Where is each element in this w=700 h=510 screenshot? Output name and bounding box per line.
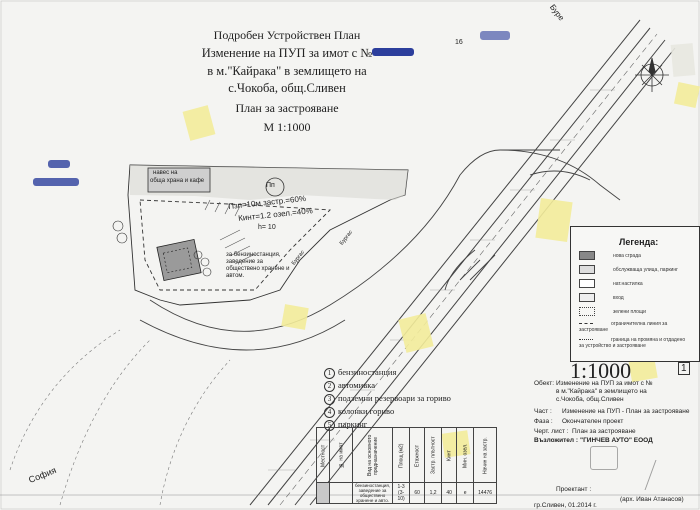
road-label-mid: Бургас [290, 249, 307, 267]
zone-params-2: Кинт=1.2 озел.=40% [237, 206, 314, 223]
table-header-row: Местност № на имот Вид на основното предназначение Площ (м2) Етажност Застр. плътност Кинт Мин. озел. Начин на застр. [317, 428, 497, 483]
redaction-mark [33, 178, 79, 186]
sticky-note [535, 198, 572, 242]
title-line-3: в м."Кайрака" в землището на [207, 64, 367, 78]
sticky-note [281, 304, 308, 330]
redaction-mark [372, 48, 414, 56]
canopy-label-2: обща храна и кафе [150, 178, 205, 184]
plan-scale: М 1:1000 [263, 120, 311, 134]
legend-item-service-road: обслужваща улица, паркинг [579, 265, 678, 274]
list-item: 3 подземни резервоари за гориво [324, 393, 451, 405]
north-arrow [635, 58, 669, 92]
legend-swatch [579, 293, 595, 302]
road-label-mid-2: Бургас [338, 229, 355, 247]
title-line-4: с.Чокоба, общ.Сливен [228, 81, 346, 95]
sticky-note [671, 43, 696, 77]
legend-swatch [579, 251, 595, 260]
legend-swatch [579, 265, 595, 274]
legend [570, 226, 700, 362]
main-building [157, 239, 201, 280]
table-row: бензиностанция, заведение за обществено хранене и авто. 1-3 (3-10) 60 1,2 40 е 14476 [317, 483, 497, 504]
list-item: 5 паркинг [324, 419, 367, 431]
facility-label: за бензиностанция, заведение за обществено хранене и автом. [226, 252, 290, 279]
zone-params-3: h= 10 [258, 224, 276, 231]
list-item: 4 колонки гориво [324, 406, 394, 418]
scale-large: 1:1000 [570, 358, 632, 383]
legend-swatch [579, 279, 595, 288]
indicators-table [316, 427, 497, 504]
redaction-mark [48, 160, 70, 168]
redaction-mark [480, 31, 510, 40]
legend-item-building-line: ограничителна линия за застрояване [579, 321, 668, 333]
stamp [590, 446, 618, 470]
legend-item-green: зелени площи [579, 307, 646, 316]
zone-code: Пп [266, 182, 275, 189]
list-item: 2 автомивка [324, 380, 375, 392]
number-top-right: 16 [455, 39, 463, 46]
legend-item-new-building: нова сграда [579, 251, 641, 260]
canopy-label-1: навес на [153, 170, 178, 176]
legend-swatch [579, 323, 593, 324]
direction-sofia: София [27, 464, 58, 486]
legend-item-entrance: вход [579, 293, 624, 302]
legend-swatch [579, 339, 593, 340]
title-line-2: Изменение на ПУП за имот с № [201, 46, 373, 60]
legend-item-boundary: граница на промяна и отдадено за устройство и застрояване [579, 337, 686, 349]
title-line-1: Подробен Устройствен План [213, 28, 361, 42]
list-item: 1 бензиностанция [324, 367, 396, 379]
plan-subtitle: План за застрояване [235, 101, 339, 115]
legend-swatch [579, 307, 595, 316]
sticky-note [674, 82, 700, 108]
zone-params-1: Пзп=10м застр.=60% [227, 193, 307, 212]
road-label-top: Буре [547, 2, 566, 23]
legend-title: Легенда: [619, 237, 659, 247]
legend-item-pavement: нат.настилка [579, 279, 643, 288]
sheet-number: 1 [678, 362, 690, 375]
title-block: Обект: Изменение на ПУП за имот с № в м."Кайрака" в землището на с.Чокоба, общ.Сливен Част : Изменение на ПУП - План за застрояване Фаза : Окончателен проект Черт. лист : План за застрояване Възложител : "ГИНЧЕВ АУТО" ЕООД Проектант : (арх. Иван Атанасов) гр.Сливен, 01.2014 г. [534, 380, 690, 509]
